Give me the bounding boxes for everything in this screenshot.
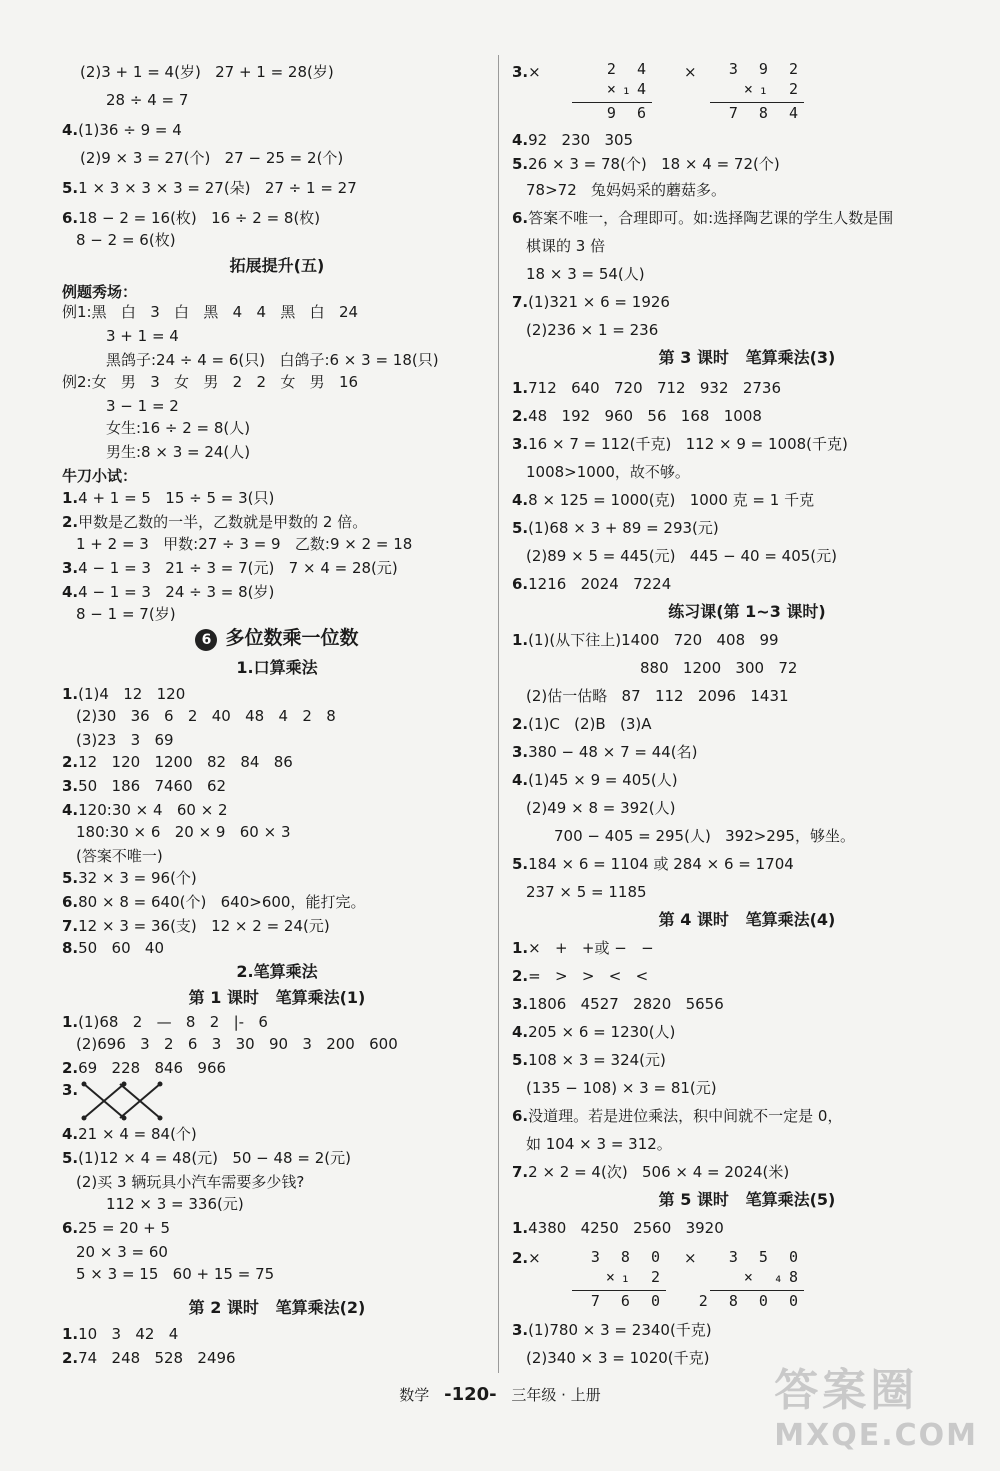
vm-row-mid: ×₁ 2 <box>605 1268 666 1286</box>
answer-line <box>62 1218 170 1238</box>
answer-text: 1 × 3 × 3 × 3 = 27(朵) 27 ÷ 1 = 27 <box>78 179 357 197</box>
heading-text: 1.口算乘法 <box>236 658 318 677</box>
question-number: 3. <box>512 995 529 1013</box>
heading-text: 第 3 课时 笔算乘法(3) <box>658 348 836 367</box>
vm-row-top: 3 9 2 <box>728 60 804 78</box>
answer-line <box>640 658 797 678</box>
answer-line <box>76 534 412 554</box>
question-number: 1. <box>62 1013 79 1031</box>
answer-line <box>526 180 726 200</box>
answer-line <box>512 1320 712 1340</box>
answer-line <box>76 822 291 842</box>
answer-line <box>62 178 357 198</box>
answer-line <box>512 714 652 734</box>
answer-line <box>526 236 605 256</box>
answer-line <box>62 916 330 936</box>
question-number: 2. <box>512 715 529 733</box>
answer-text: 1806 4527 2820 5656 <box>528 995 724 1013</box>
answer-line <box>106 326 179 346</box>
answer-line <box>62 302 358 322</box>
answer-text: (2)30 36 6 2 40 48 4 2 8 <box>76 707 336 725</box>
answer-text: 32 × 3 = 96(个) <box>78 869 197 887</box>
answer-text: 1 + 2 = 3 甲数:27 ÷ 3 = 9 乙数:9 × 2 = 18 <box>76 535 413 553</box>
answer-text: (2)89 × 5 = 445(元) 445 − 40 = 405(元) <box>526 547 837 565</box>
question-number: 7. <box>62 917 79 935</box>
answer-line <box>62 208 320 228</box>
answer-text: 112 × 3 = 336(元) <box>106 1195 244 1213</box>
answer-text: 8 − 1 = 7(岁) <box>76 605 176 623</box>
answer-text: (2)估一估略 87 112 2096 1431 <box>526 687 789 705</box>
answer-text: 700 − 405 = 295(人) 392>295，够坐。 <box>554 827 855 845</box>
answer-line <box>76 1264 274 1284</box>
answer-text: 92 230 305 <box>528 131 634 149</box>
answer-text: (1)68 × 3 + 89 = 293(元) <box>528 519 719 537</box>
answer-text: 4 + 1 = 5 15 ÷ 5 = 3(只) <box>78 489 275 507</box>
answer-line <box>526 320 658 340</box>
heading-text: 多位数乘一位数 <box>225 627 359 649</box>
question-number: 5. <box>512 519 529 537</box>
answer-text: 184 × 6 = 1104 或 284 × 6 = 1704 <box>528 855 794 873</box>
question-number: 牛刀小试： <box>62 467 138 485</box>
answer-text: (1)321 × 6 = 1926 <box>528 293 670 311</box>
vm-row-top: 3 5 0 <box>728 1248 804 1266</box>
question-number: 5. <box>62 1149 79 1167</box>
answer-line <box>62 868 197 888</box>
answer-line <box>62 776 226 796</box>
answer-line <box>106 350 439 370</box>
answer-line <box>512 1162 789 1182</box>
heading-text: 第 5 课时 笔算乘法(5) <box>658 1190 836 1209</box>
answer-text: 没道理。若是进位乘法，积中间就不一定是 0， <box>528 1107 843 1125</box>
section-heading <box>62 1298 492 1318</box>
answer-line <box>62 684 185 704</box>
answer-text: (2)340 × 3 = 1020(千克) <box>526 1349 710 1367</box>
question-number: 4. <box>62 801 79 819</box>
answer-text: 205 × 6 = 1230(人) <box>528 1023 676 1041</box>
question-number: 3. <box>512 63 529 81</box>
answer-text: 18 − 2 = 16(枚) 16 ÷ 2 = 8(枚) <box>78 209 321 227</box>
answer-text: 18 × 3 = 54(人) <box>526 265 645 283</box>
vm-rule-line <box>710 102 804 103</box>
answer-line <box>512 574 671 594</box>
answer-line <box>106 90 188 110</box>
answer-line <box>80 148 343 168</box>
answer-text: 380 − 48 × 7 = 44(名) <box>528 743 698 761</box>
answer-text: (1)45 × 9 = 405(人) <box>528 771 678 789</box>
vm-rule-line <box>572 1290 666 1291</box>
answer-line <box>512 938 654 958</box>
answer-line <box>512 1022 675 1042</box>
answer-text: 26 × 3 = 78(个) 18 × 4 = 72(个) <box>528 155 780 173</box>
answer-line <box>62 582 274 602</box>
answer-line <box>80 62 334 82</box>
answer-line <box>512 994 724 1014</box>
vertical-multiplication <box>710 60 804 126</box>
vm-row-res: 7 8 4 <box>728 104 804 122</box>
question-number: 4. <box>512 771 529 789</box>
question-number: 2. <box>512 407 529 425</box>
answer-line <box>62 938 164 958</box>
vm-row-mid: ×₁4 <box>606 80 652 98</box>
vm-row-res: 9 6 <box>606 104 652 122</box>
matching-lines-diagram <box>80 1080 170 1122</box>
answer-line <box>76 706 336 726</box>
question-number: 5. <box>62 179 79 197</box>
question-number: 3. <box>512 435 529 453</box>
answer-line <box>62 1012 268 1032</box>
answer-line <box>512 490 814 510</box>
question-number: 6. <box>512 1107 529 1125</box>
vertical-multiplication <box>572 1248 666 1314</box>
vm-row-res: 7 6 0 <box>590 1292 666 1310</box>
section-heading <box>512 1190 982 1210</box>
question-number: 1. <box>62 685 79 703</box>
vm-row-mid: ×₁ 2 <box>743 80 804 98</box>
question-number: 2. <box>62 1349 79 1367</box>
answer-text: 甲数是乙数的一半，乙数就是甲数的 2 倍。 <box>78 513 368 531</box>
answer-text: (答案不唯一) <box>76 847 163 865</box>
answer-line <box>76 604 176 624</box>
answer-text: × <box>528 1249 541 1267</box>
answer-line <box>76 1172 304 1192</box>
question-number: 3. <box>512 1321 529 1339</box>
answer-text: 180:30 × 6 20 × 9 60 × 3 <box>76 823 291 841</box>
answer-line <box>62 800 228 820</box>
question-number: 2. <box>62 513 79 531</box>
vm-row-mid: × ₄8 <box>743 1268 804 1286</box>
answer-line <box>512 1218 724 1238</box>
answer-text: 答案不唯一，合理即可。如:选择陶艺课的学生人数是围 <box>528 209 894 227</box>
vm-rule-line <box>572 102 652 103</box>
heading-text: 2.笔算乘法 <box>236 962 318 981</box>
answer-line <box>526 1078 717 1098</box>
answer-text: 28 ÷ 4 = 7 <box>106 91 189 109</box>
question-number: 6. <box>62 209 79 227</box>
answer-text: (2)49 × 8 = 392(人) <box>526 799 676 817</box>
answer-line <box>62 1324 178 1344</box>
answer-text: 棋课的 3 倍 <box>526 237 606 255</box>
answer-text: 8 × 125 = 1000(克) 1000 克 = 1 千克 <box>528 491 815 509</box>
answer-text: (1)(从下往上)1400 720 408 99 <box>528 631 779 649</box>
question-number: 2. <box>512 1249 529 1267</box>
answer-text: 12 × 3 = 36(支) 12 × 2 = 24(元) <box>78 917 330 935</box>
vm-row-res: 2 8 0 0 <box>698 1292 804 1310</box>
answer-text: (1)68 2 — 8 2 |- 6 <box>78 1013 268 1031</box>
question-number: 6. <box>512 209 529 227</box>
question-number: 1. <box>62 1325 79 1343</box>
answer-line <box>554 826 855 846</box>
answer-text: 120:30 × 4 60 × 2 <box>78 801 228 819</box>
answer-text: 48 192 960 56 168 1008 <box>528 407 762 425</box>
answer-line <box>62 1348 236 1368</box>
vm-row-top: 3 8 0 <box>590 1248 666 1266</box>
answer-line <box>526 798 675 818</box>
answer-text: 4380 4250 2560 3920 <box>528 1219 724 1237</box>
answer-line <box>512 630 779 650</box>
answer-text: 78>72 兔妈妈采的蘑菇多。 <box>526 181 727 199</box>
answer-line <box>62 1058 226 1078</box>
vm-row-top: 2 4 <box>606 60 652 78</box>
vertical-multiplication <box>572 60 652 126</box>
heading-text: 拓展提升(五) <box>229 256 325 275</box>
answer-text: (1)C (2)B (3)A <box>528 715 652 733</box>
answer-text: (1)36 ÷ 9 = 4 <box>78 121 182 139</box>
answer-text: 黑鸽子:24 ÷ 4 = 6(只) 白鸽子:6 × 3 = 18(只) <box>106 351 439 369</box>
answer-line <box>62 372 358 392</box>
answer-text: = > > < < <box>528 967 649 985</box>
answer-line <box>512 1050 666 1070</box>
question-number: 2. <box>62 753 79 771</box>
watermark-url: MXQE.COM <box>774 1418 978 1453</box>
answer-line <box>512 770 678 790</box>
multiply-sign: × <box>684 1249 697 1267</box>
answer-text: (3)23 3 69 <box>76 731 174 749</box>
answer-line <box>512 406 762 426</box>
question-number: 4. <box>62 1125 79 1143</box>
answer-line <box>512 854 794 874</box>
answer-line <box>62 282 137 302</box>
question-number: 1. <box>512 631 529 649</box>
answer-text: 69 228 846 966 <box>78 1059 227 1077</box>
chapter-heading <box>62 628 492 651</box>
answer-line <box>62 558 398 578</box>
answer-text: 例1:黑 白 3 白 黑 4 4 黑 白 24 <box>62 303 359 321</box>
question-number: 3. <box>62 559 79 577</box>
watermark-logo: 答案圈 <box>774 1365 919 1416</box>
answer-text: 1216 2024 7224 <box>528 575 672 593</box>
heading-text: 第 2 课时 笔算乘法(2) <box>188 1298 366 1317</box>
answer-text: (1)4 12 120 <box>78 685 186 703</box>
footer-grade: 三年级 · 上册 <box>511 1386 601 1404</box>
question-number: 8. <box>62 939 79 957</box>
answer-line <box>62 466 137 486</box>
answer-text: 712 640 720 712 932 2736 <box>528 379 781 397</box>
answer-line <box>76 846 163 866</box>
section-heading <box>62 256 492 276</box>
chapter-number-badge: 6 <box>195 629 217 651</box>
answer-text: (2)3 + 1 = 4(岁) 27 + 1 = 28(岁) <box>80 63 334 81</box>
answer-line <box>62 120 182 140</box>
question-number: 3. <box>62 777 79 795</box>
answer-line <box>526 546 837 566</box>
answer-text: 1008>1000，故不够。 <box>526 463 690 481</box>
question-number: 1. <box>512 939 529 957</box>
answer-line <box>512 518 719 538</box>
answer-line <box>526 1134 672 1154</box>
question-number: 4. <box>512 491 529 509</box>
answer-text: × + +或 − − <box>528 939 654 957</box>
heading-text: 第 1 课时 笔算乘法(1) <box>188 988 366 1007</box>
answer-line <box>526 1348 710 1368</box>
answer-line <box>62 1080 78 1100</box>
section-heading <box>512 910 982 930</box>
answer-text: (1)12 × 4 = 48(元) 50 − 48 = 2(元) <box>78 1149 351 1167</box>
question-number: 4. <box>62 121 79 139</box>
answer-line <box>106 442 250 462</box>
answer-line <box>62 512 367 532</box>
question-number: 6. <box>62 1219 79 1237</box>
question-number: 1. <box>512 379 529 397</box>
answer-line <box>512 1106 842 1126</box>
answer-text: 237 × 5 = 1185 <box>526 883 647 901</box>
answer-line <box>512 966 648 986</box>
answer-text: 男生:8 × 3 = 24(人) <box>106 443 251 461</box>
answer-line <box>512 208 893 228</box>
answer-line <box>62 752 293 772</box>
question-number: 1. <box>512 1219 529 1237</box>
section-heading <box>512 602 982 622</box>
answer-line <box>76 1034 398 1054</box>
answer-line <box>76 1242 168 1262</box>
answer-text: 50 186 7460 62 <box>78 777 227 795</box>
heading-text: 练习课(第 1~3 课时) <box>668 602 826 621</box>
question-number: 3. <box>62 1081 79 1099</box>
question-number: 5. <box>512 155 529 173</box>
vertical-multiplication <box>698 1248 804 1314</box>
answer-text: (1)780 × 3 = 2340(千克) <box>528 1321 712 1339</box>
question-number: 2. <box>512 967 529 985</box>
answer-line <box>62 1148 351 1168</box>
question-number: 5. <box>512 855 529 873</box>
answer-line <box>106 1194 244 1214</box>
question-number: 4. <box>62 583 79 601</box>
answer-line <box>62 488 274 508</box>
question-number: 4. <box>512 131 529 149</box>
section-heading <box>512 348 982 368</box>
question-number: 6. <box>62 893 79 911</box>
answer-line <box>512 742 698 762</box>
answer-line <box>526 462 690 482</box>
answer-line <box>512 378 781 398</box>
question-number: 7. <box>512 293 529 311</box>
answer-line <box>512 1248 541 1268</box>
answer-line <box>512 434 848 454</box>
answer-line <box>106 418 250 438</box>
answer-text: 80 × 8 = 640(个) 640>600，能打完。 <box>78 893 366 911</box>
answer-text: 16 × 7 = 112(千克) 112 × 9 = 1008(千克) <box>528 435 848 453</box>
answer-text: 8 − 2 = 6(枚) <box>76 231 176 249</box>
answer-text: 10 3 42 4 <box>78 1325 179 1343</box>
question-number: 例题秀场： <box>62 283 138 301</box>
answer-line <box>526 882 647 902</box>
footer-subject: 数学 <box>399 1386 430 1404</box>
column-divider <box>498 55 499 1373</box>
question-number: 7. <box>512 1163 529 1181</box>
answer-text: 女生:16 ÷ 2 = 8(人) <box>106 419 251 437</box>
section-heading <box>62 988 492 1008</box>
answer-text: 2 × 2 = 4(次) 506 × 4 = 2024(米) <box>528 1163 790 1181</box>
vm-rule-line <box>710 1290 804 1291</box>
answer-text: 4 − 1 = 3 21 ÷ 3 = 7(元) 7 × 4 = 28(元) <box>78 559 398 577</box>
answer-line <box>106 396 179 416</box>
answer-text: (2)9 × 3 = 27(个) 27 − 25 = 2(个) <box>80 149 344 167</box>
answer-text: 50 60 40 <box>78 939 165 957</box>
section-heading <box>62 658 492 678</box>
answer-line <box>76 730 174 750</box>
answer-line <box>526 264 645 284</box>
answer-text: (2)买 3 辆玩具小汽车需要多少钱? <box>76 1173 305 1191</box>
answer-text: × <box>528 63 541 81</box>
answer-text: 108 × 3 = 324(元) <box>528 1051 666 1069</box>
answer-line <box>512 154 780 174</box>
question-number: 3. <box>512 743 529 761</box>
answer-line <box>62 1124 197 1144</box>
answer-text: 12 120 1200 82 84 86 <box>78 753 293 771</box>
watermark <box>774 1354 978 1453</box>
answer-line <box>76 230 176 250</box>
answer-text: 5 × 3 = 15 60 + 15 = 75 <box>76 1265 275 1283</box>
answer-text: 3 + 1 = 4 <box>106 327 179 345</box>
answer-line <box>512 62 541 82</box>
answer-text: 21 × 4 = 84(个) <box>78 1125 197 1143</box>
page-number: -120- <box>444 1384 497 1405</box>
answer-text: 25 = 20 + 5 <box>78 1219 171 1237</box>
answer-text: 如 104 × 3 = 312。 <box>526 1135 672 1153</box>
answer-text: 4 − 1 = 3 24 ÷ 3 = 8(岁) <box>78 583 275 601</box>
answer-line <box>62 892 365 912</box>
answer-text: 例2:女 男 3 女 男 2 2 女 男 16 <box>62 373 359 391</box>
answer-text: 880 1200 300 72 <box>640 659 798 677</box>
answer-text: (2)236 × 1 = 236 <box>526 321 659 339</box>
answer-line <box>512 292 670 312</box>
answer-text: (2)696 3 2 6 3 30 90 3 200 600 <box>76 1035 398 1053</box>
question-number: 1. <box>62 489 79 507</box>
question-number: 6. <box>512 575 529 593</box>
question-number: 2. <box>62 1059 79 1077</box>
answer-text: (135 − 108) × 3 = 81(元) <box>526 1079 717 1097</box>
answer-text: 74 248 528 2496 <box>78 1349 236 1367</box>
question-number: 4. <box>512 1023 529 1041</box>
heading-text: 第 4 课时 笔算乘法(4) <box>658 910 836 929</box>
multiply-sign: × <box>684 63 697 81</box>
question-number: 5. <box>62 869 79 887</box>
answer-text: 20 × 3 = 60 <box>76 1243 168 1261</box>
answer-line <box>526 686 789 706</box>
answer-line <box>512 130 633 150</box>
section-heading <box>62 962 492 982</box>
question-number: 5. <box>512 1051 529 1069</box>
answer-text: 3 − 1 = 2 <box>106 397 179 415</box>
